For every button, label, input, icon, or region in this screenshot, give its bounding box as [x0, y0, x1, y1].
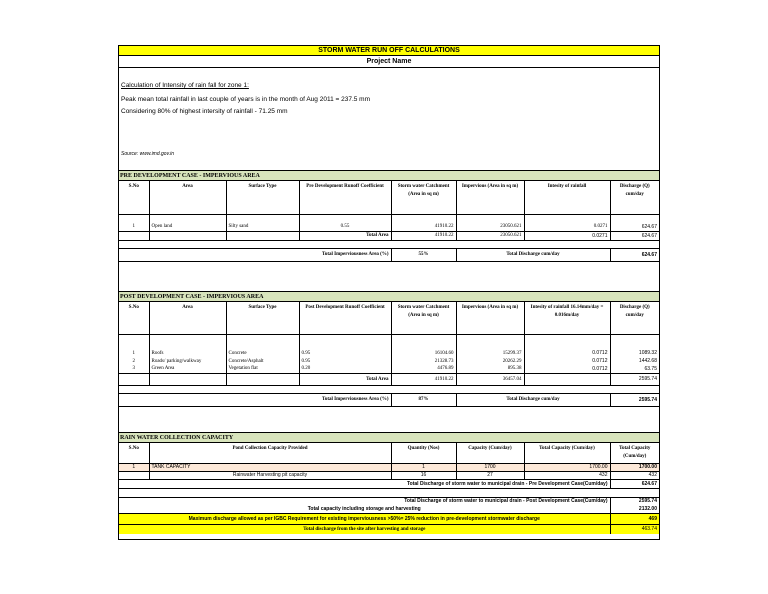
header-intensity: Intesity of rainfall: [524, 181, 610, 214]
rain-header-row: S.No Pond Collection Capacity Provided Quantity (Nos) Capacity (Cum/day) Total Capacity (Cum/day) Total Capacity (Cum/day): [119, 443, 659, 463]
table-row: 1 TANK CAPACITY 1 1700 1700.00 1700.00: [119, 463, 659, 471]
intensity-heading: Calculation of Intensity of rain fall for zone 1:: [121, 82, 249, 89]
header-area: Area: [149, 181, 226, 214]
pre-section-header: [119, 170, 659, 181]
table-row: 3 Green Area Vegetation flat 0.20 4476.89 895.38 0.0712 63.75: [119, 365, 659, 373]
post-section-header: [119, 291, 659, 302]
post-summary-row: Total Imperviousness Area (%) 87% Total Discharge cum/day 2595.74: [119, 393, 659, 406]
project-name: Project Name: [119, 56, 659, 68]
sheet-title: STORM WATER RUN OFF CALCULATIONS: [119, 45, 659, 56]
rain-section-title: RAIN WATER COLLECTION CAPACITY: [120, 435, 234, 441]
pre-section-title: PRE DEVELOPMENT CASE - IMPERVIOUS AREA: [120, 173, 260, 179]
pre-summary-row: Total Imperviousness Area (%) 55% Total Discharge cum/day 624.67: [119, 248, 659, 261]
pre-discharge-row: Total Discharge of storm water to municipal drain - Pre Development Case(Cum/day) 624.67: [119, 479, 659, 488]
header-runoff-coefficient: Pre Development Runoff Coefficient: [299, 181, 391, 214]
header-impervious: Impervious (Area in sq m): [456, 181, 524, 214]
header-surface-type: Surface Type: [226, 181, 299, 214]
table-row: Rainwater Harvesting pit capacity 16 27 432 432: [119, 471, 659, 479]
pre-total-row: Total Area 41910.22 23050.621 0.0271 624.67: [119, 231, 659, 240]
spreadsheet: [118, 45, 660, 540]
post-total-row: Total Area 41910.22 36457.04 2595.74: [119, 373, 659, 385]
post-table: [119, 302, 659, 407]
rain-section-header: [119, 432, 659, 443]
header-discharge: Discharge (Q) cum/day: [619, 184, 650, 197]
header-sno: S.No: [119, 181, 149, 214]
intensity-line-1: Peak mean total rainfall in last couple of years is in the month of Aug 2011 = 237.5 mm: [121, 96, 371, 103]
pre-header-row: [119, 181, 659, 214]
header-catchment: Storm water Catchment (Area in sq m): [391, 181, 456, 214]
max-discharge-row: Maximum discharge allowed as per IGBC Requirement for existing imperviousness >50%= 25% reduction in pre-development stormwater discharge 469: [119, 513, 659, 524]
table-row: 1 Open land Silty sand 0.55 41910.22 23050.621 0.0271 624.67: [119, 223, 659, 231]
table-row: 1 Roofs Concrete 0.95 16104.60 15299.37 0.0712 1089.32: [119, 349, 659, 357]
post-section-title: POST DEVELOPMENT CASE - IMPERVIOUS AREA: [120, 294, 264, 300]
intensity-line-2: Considering 80% of highest intersity of rainfall - 71.25 mm: [121, 108, 288, 115]
table-row: 2 Roads/ parking/walkway Concrete/Asphalt 0.95 21328.73 20262.29 0.0712 1442.68: [119, 357, 659, 365]
capacity-row: Total capacity including storage and harvesting 2132.00: [119, 505, 659, 513]
rain-table: [119, 443, 659, 534]
pre-table: [119, 181, 659, 262]
site-discharge-row: Total discharge from the site after harvesting and storage 463.74: [119, 524, 659, 534]
post-header-row: S.No Area Surface Type Post Development Runoff Coefficient Storm water Catchment (Area in sq m) Impervious (Area in sq m) Intesity of rainfall 16.14mm/day = 0.016m/day Discharge (Q) cum/day: [119, 302, 659, 334]
post-discharge-row: Total Discharge of storm water to municipal drain - Post Development Case(Cum/day) 2595.74: [119, 497, 659, 505]
source-note: Source: www.imd.gov.in: [121, 151, 174, 157]
